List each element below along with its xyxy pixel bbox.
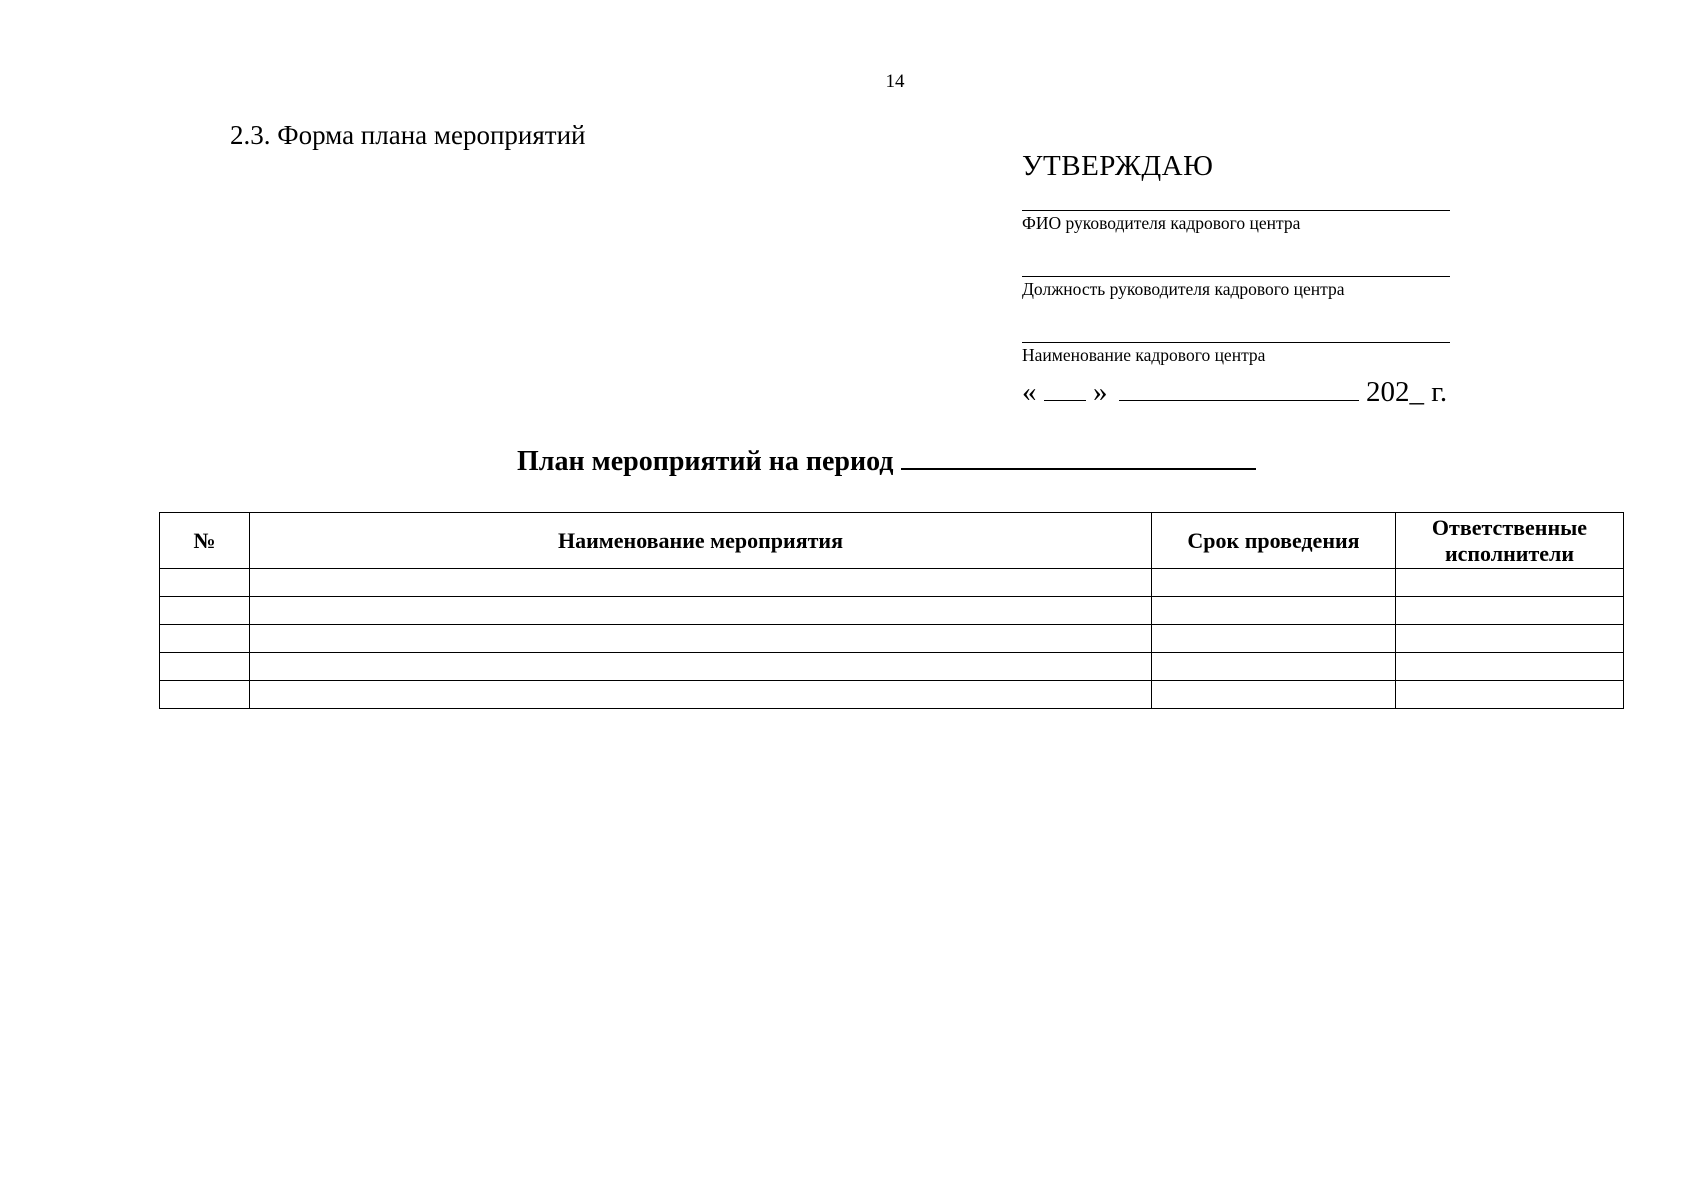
cell-deadline[interactable] [1152, 597, 1396, 625]
header-deadline: Срок проведения [1152, 513, 1396, 569]
section-heading: 2.3. Форма плана мероприятий [230, 120, 586, 150]
cell-event-name[interactable] [250, 625, 1152, 653]
table-header-row [160, 513, 1624, 569]
table-row [160, 625, 1624, 653]
day-blank[interactable] [1044, 376, 1086, 401]
cell-number[interactable] [160, 597, 250, 625]
date-open-quote: « [1022, 376, 1037, 408]
approve-title: УТВЕРЖДАЮ [1022, 150, 1214, 182]
header-number: № [160, 513, 250, 569]
organization-caption: Наименование кадрового центра [1022, 345, 1266, 365]
cell-deadline[interactable] [1152, 653, 1396, 681]
header-responsible: Ответственные исполнители [1396, 513, 1624, 569]
table-row [160, 569, 1624, 597]
cell-deadline[interactable] [1152, 681, 1396, 709]
full-name-caption: ФИО руководителя кадрового центра [1022, 213, 1301, 233]
table-row [160, 681, 1624, 709]
cell-event-name[interactable] [250, 569, 1152, 597]
plan-table [159, 512, 1624, 709]
full-name-line[interactable] [1022, 210, 1450, 211]
approval-block [1022, 150, 1450, 409]
date-close-quote: » [1093, 376, 1108, 408]
cell-number[interactable] [160, 681, 250, 709]
cell-responsible[interactable] [1396, 597, 1624, 625]
cell-number[interactable] [160, 569, 250, 597]
position-caption: Должность руководителя кадрового центра [1022, 279, 1345, 299]
period-blank[interactable] [901, 444, 1256, 470]
approval-date [1022, 376, 1450, 409]
cell-event-name[interactable] [250, 681, 1152, 709]
cell-number[interactable] [160, 625, 250, 653]
cell-event-name[interactable] [250, 597, 1152, 625]
cell-number[interactable] [160, 653, 250, 681]
organization-line[interactable] [1022, 342, 1450, 343]
date-year: 202_ г. [1366, 376, 1448, 408]
cell-responsible[interactable] [1396, 681, 1624, 709]
plan-title-text: План мероприятий на период [517, 446, 894, 477]
table-body [160, 569, 1624, 709]
table-row [160, 597, 1624, 625]
page-number: 14 [885, 71, 905, 92]
plan-title [517, 444, 1256, 478]
cell-responsible[interactable] [1396, 625, 1624, 653]
month-blank[interactable] [1119, 376, 1359, 401]
cell-responsible[interactable] [1396, 569, 1624, 597]
header-event-name: Наименование мероприятия [250, 513, 1152, 569]
position-line[interactable] [1022, 276, 1450, 277]
cell-deadline[interactable] [1152, 625, 1396, 653]
cell-event-name[interactable] [250, 653, 1152, 681]
table-row [160, 653, 1624, 681]
cell-deadline[interactable] [1152, 569, 1396, 597]
cell-responsible[interactable] [1396, 653, 1624, 681]
